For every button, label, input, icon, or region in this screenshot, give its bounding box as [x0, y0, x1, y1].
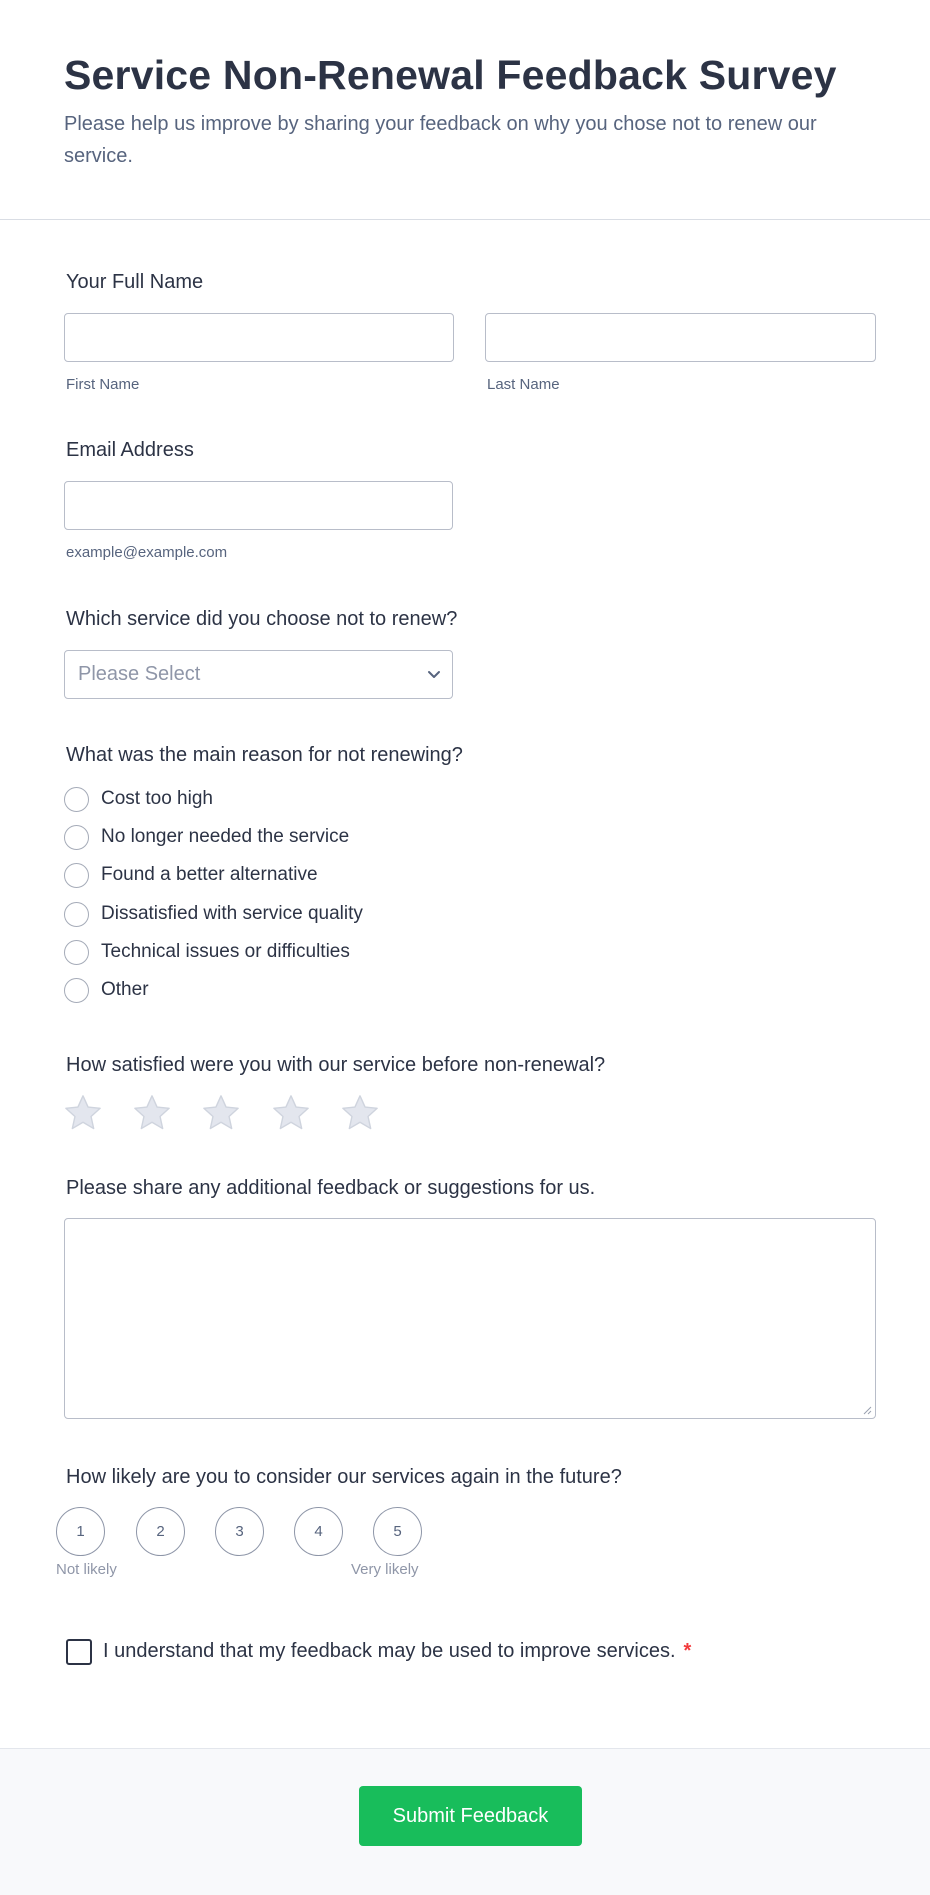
reason-option[interactable]	[64, 785, 213, 813]
email-input[interactable]	[64, 481, 453, 530]
required-mark: *	[683, 1640, 692, 1662]
last-name-input[interactable]	[485, 313, 876, 362]
likelihood-label: How likely are you to consider our services again in the future?	[66, 1466, 622, 1488]
star-icon[interactable]	[200, 1092, 242, 1134]
star-icon[interactable]	[62, 1092, 104, 1134]
star-icon[interactable]	[131, 1092, 173, 1134]
reason-option[interactable]	[64, 938, 350, 966]
feedback-label: Please share any additional feedback or suggestions for us.	[66, 1177, 596, 1199]
radio-button[interactable]	[64, 902, 89, 927]
reason-option-label: Dissatisfied with service quality	[101, 903, 363, 924]
scale-option-5[interactable]: 5	[373, 1507, 422, 1556]
consent-text: I understand that my feedback may be used to improve services.	[103, 1640, 676, 1662]
first-name-input[interactable]	[64, 313, 454, 362]
service-label: Which service did you choose not to renew?	[66, 608, 458, 630]
last-name-sublabel: Last Name	[487, 376, 560, 393]
service-select[interactable]	[64, 650, 453, 699]
radio-button[interactable]	[64, 978, 89, 1003]
scale-option-3[interactable]: 3	[215, 1507, 264, 1556]
consent-label	[103, 1640, 691, 1663]
consent-checkbox[interactable]	[66, 1639, 92, 1665]
satisfaction-label: How satisfied were you with our service before non-renewal?	[66, 1054, 606, 1076]
full-name-label: Your Full Name	[66, 271, 204, 293]
reason-option-label: Technical issues or difficulties	[101, 941, 350, 962]
star-icon[interactable]	[339, 1092, 381, 1134]
reason-option-label: Other	[101, 979, 149, 1000]
reason-option-label: No longer needed the service	[101, 826, 350, 847]
star-icon[interactable]	[270, 1092, 312, 1134]
first-name-sublabel: First Name	[66, 376, 140, 393]
email-sublabel: example@example.com	[66, 544, 228, 561]
radio-button[interactable]	[64, 787, 89, 812]
scale-option-2[interactable]: 2	[136, 1507, 185, 1556]
scale-low-label: Not likely	[56, 1561, 117, 1578]
reason-option[interactable]	[64, 861, 318, 889]
form-header	[0, 0, 930, 220]
service-select-value: Please Select	[78, 663, 201, 685]
page-title: Service Non-Renewal Feedback Survey	[64, 52, 837, 98]
feedback-textarea[interactable]	[64, 1218, 876, 1419]
email-label: Email Address	[66, 439, 194, 461]
reason-option[interactable]	[64, 823, 349, 851]
resize-handle-icon[interactable]	[862, 1405, 872, 1415]
scale-option-4[interactable]: 4	[294, 1507, 343, 1556]
page-subtitle: Please help us improve by sharing your feedback on why you chose not to renew our service.	[64, 113, 817, 167]
reason-option-label: Found a better alternative	[101, 864, 318, 885]
reason-option[interactable]	[64, 900, 363, 928]
reason-option-label: Cost too high	[101, 788, 213, 809]
submit-button[interactable]: Submit Feedback	[359, 1786, 582, 1846]
radio-button[interactable]	[64, 940, 89, 965]
chevron-down-icon	[426, 666, 442, 682]
reason-label: What was the main reason for not renewing?	[66, 744, 463, 766]
scale-option-1[interactable]: 1	[56, 1507, 105, 1556]
reason-option[interactable]	[64, 976, 149, 1004]
radio-button[interactable]	[64, 825, 89, 850]
scale-high-label: Very likely	[351, 1561, 419, 1578]
radio-button[interactable]	[64, 863, 89, 888]
